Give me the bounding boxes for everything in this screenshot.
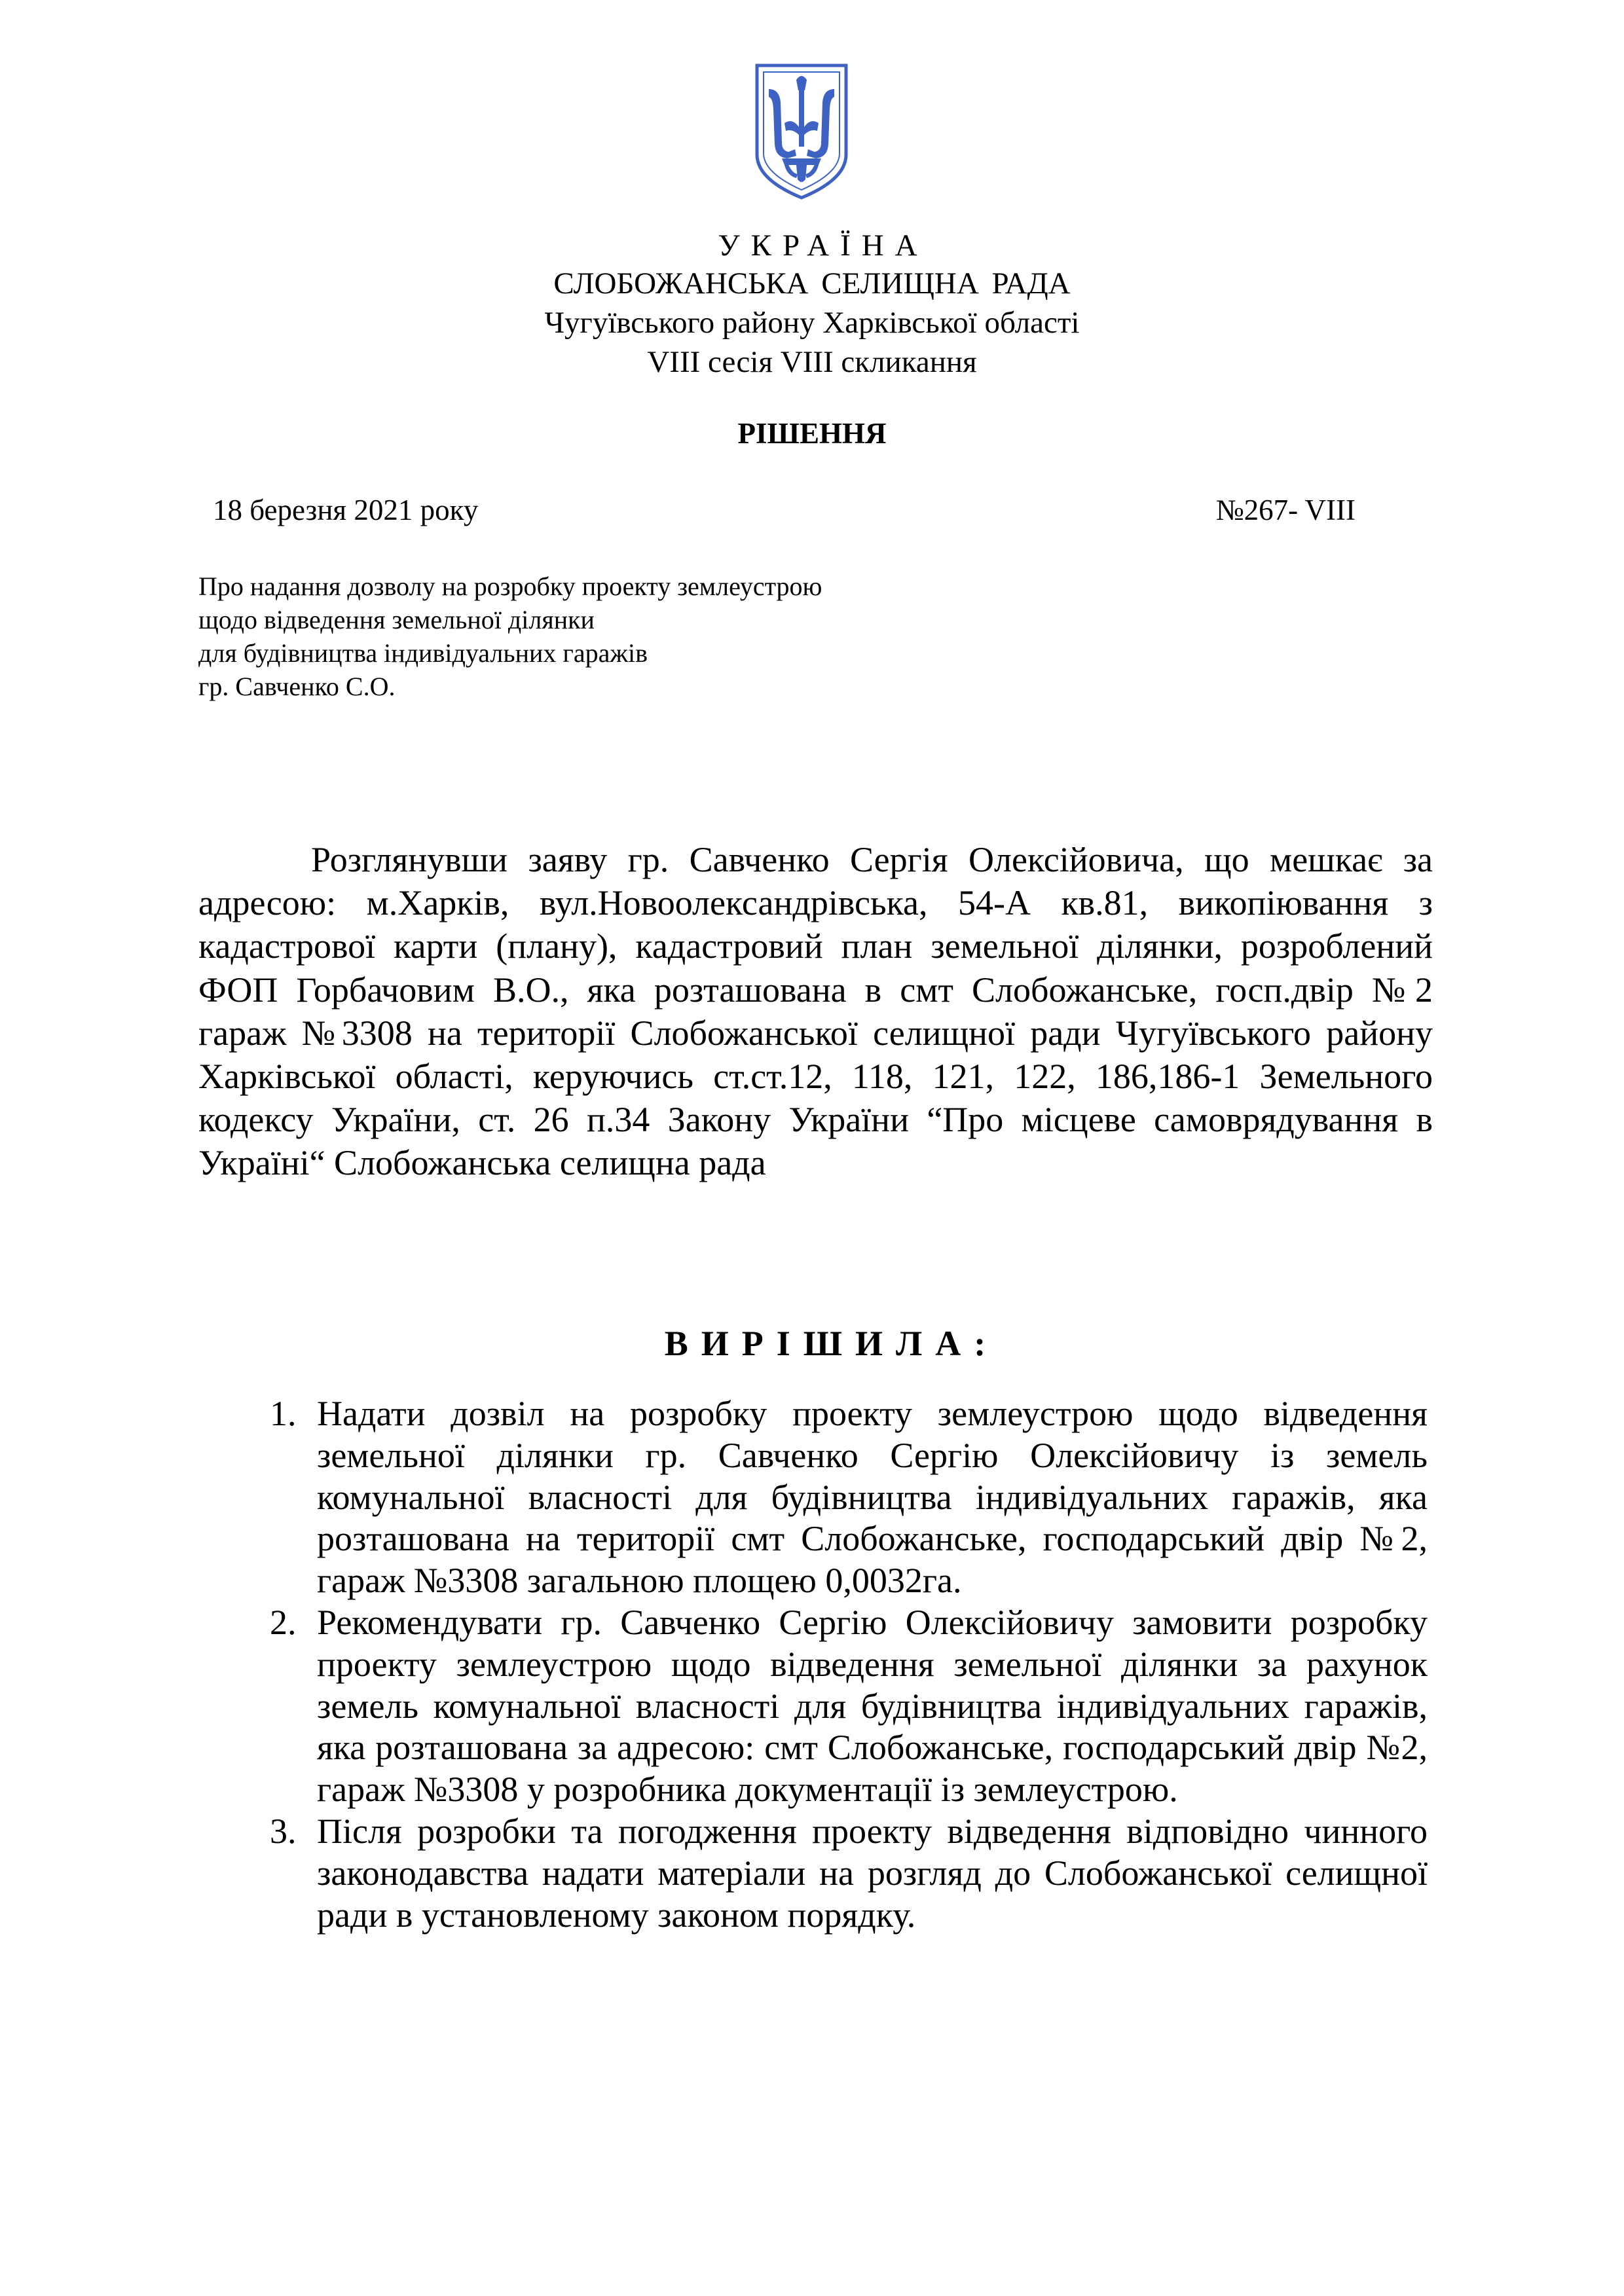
item-number: 1.: [270, 1394, 297, 1433]
council-name: СЛОБОЖАНСЬКА СЕЛИЩНА РАДА: [553, 266, 1071, 301]
session-info: VIII сесія VIII скликання: [647, 345, 977, 379]
resolution-item: [257, 1602, 1428, 1811]
item-text: Рекомендувати гр. Савченко Сергію Олексійовичу замовити розробку проекту землеустрою щодо відведення земельної ділянки за рахунок земель комунальної власності для будівництва індивідуальних гаражів, яка розташована за адресою: смт Слобожанське, господарський двір №2, гараж №3308 у розробника документації із землеустрою.: [317, 1602, 1428, 1810]
item-text: Після розробки та погодження проекту відведення відповідно чинного законодавства надати матеріали на розгляд до Слобожанської селищної ради в установленому законом порядку.: [317, 1811, 1428, 1935]
item-text: Надати дозвіл на розробку проекту землеустрою щодо відведення земельної ділянки гр. Савченко Сергію Олексійовичу із земель комунальної власності для будівництва індивідуальних гаражів, яка розташована на території смт Слобожанське, господарський двір №2, гараж №3308 загальною площею 0,0032га.: [317, 1394, 1428, 1601]
item-number: 2.: [270, 1602, 297, 1642]
coat-of-arms-icon: [753, 63, 850, 200]
resolution-item: [257, 1811, 1428, 1936]
resolved-heading: ВИРІШИЛА:: [664, 1324, 999, 1363]
district-name: Чугуївського району Харківської області: [544, 306, 1080, 340]
decision-subject: [198, 570, 822, 703]
subject-line: гр. Савченко С.О.: [198, 672, 396, 701]
preamble-paragraph: Розглянувши заяву гр. Савченко Сергія Олексійовича, що мешкає за адресою: м.Харків, вул.Новоолександрівська, 54-А кв.81, викопіювання з кадастрової карти (плану), кадастровий план земельної ділянки, розроблений ФОП Горбачовим В.О., яка розташована в смт Слобожанське, госп.двір №2 гараж №3308 на території Слобожанської селищної ради Чугуївського району Харківської області, керуючись ст.ст.12, 118, 121, 122, 186,186-1 Земельного кодексу України, ст. 26 п.34 Закону України “Про місцеве самоврядування в Україні“ Слобожанська селищна рада: [198, 840, 1433, 1183]
resolution-item: [257, 1393, 1428, 1602]
item-number: 3.: [270, 1811, 297, 1851]
decision-number: №267- VIII: [1215, 494, 1356, 526]
decision-date: 18 березня 2021 року: [213, 494, 479, 526]
subject-line: Про надання дозволу на розробку проекту землеустрою: [198, 572, 822, 601]
subject-line: щодо відведення земельної ділянки: [198, 605, 595, 634]
document-title: РІШЕННЯ: [737, 417, 887, 450]
resolution-items: [257, 1393, 1428, 1936]
subject-line: для будівництва індивідуальних гаражів: [198, 638, 648, 668]
country-name: УКРАЇНА: [718, 228, 929, 263]
